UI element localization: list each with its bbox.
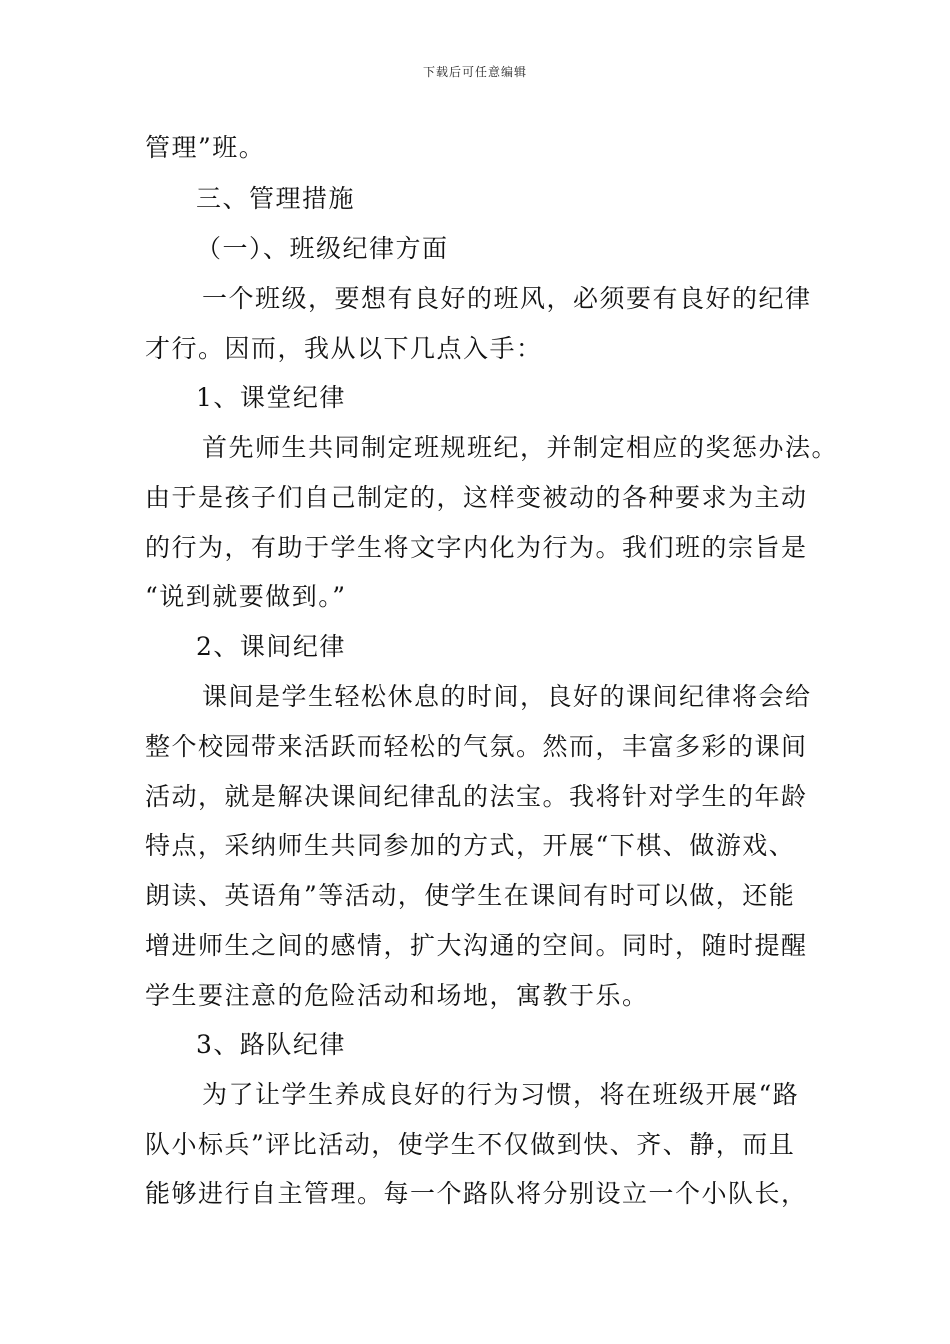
- text-line: 由于是孩子们自己制定的，这样变被动的各种要求为主动: [145, 483, 808, 512]
- text-line: 能够进行自主管理。每一个路队将分别设立一个小队长，: [145, 1179, 808, 1208]
- text-line: 首先师生共同制定班规班纪，并制定相应的奖惩办法。: [202, 433, 839, 462]
- text-line: 特点，采纳师生共同参加的方式，开展“下棋、做游戏、: [145, 831, 796, 860]
- text-line: 为了让学生养成良好的行为习惯，将在班级开展“路: [202, 1080, 800, 1109]
- item-heading: 3、路队纪律: [196, 1030, 346, 1059]
- text-line: “说到就要做到。”: [145, 582, 347, 611]
- page-header: 下载后可任意编辑: [422, 65, 527, 79]
- section-heading: 三、管理措施: [196, 184, 356, 213]
- text-line: 管理”班。: [145, 133, 266, 162]
- text-line: 增进师生之间的感情，扩大沟通的空间。同时，随时提醒: [145, 931, 808, 960]
- text-line: 学生要注意的危险活动和场地，寓教于乐。: [145, 981, 649, 1010]
- text-line: 才行。因而，我从以下几点入手：: [145, 334, 543, 363]
- text-line: 的行为，有助于学生将文字内化为行为。我们班的宗旨是: [145, 533, 808, 562]
- text-line: 活动，就是解决课间纪律乱的法宝。我将针对学生的年龄: [145, 782, 808, 811]
- text-line: 课间是学生轻松休息的时间，良好的课间纪律将会给: [202, 682, 812, 711]
- text-line: 队小标兵”评比活动，使学生不仅做到快、齐、静，而且: [145, 1130, 796, 1159]
- text-line: 一个班级，要想有良好的班风，必须要有良好的纪律: [202, 284, 812, 313]
- item-heading: 1、课堂纪律: [196, 383, 346, 412]
- text-line: 整个校园带来活跃而轻松的气氛。然而，丰富多彩的课间: [145, 732, 808, 761]
- subsection-heading: （一）、班级纪律方面: [196, 234, 449, 263]
- item-heading: 2、课间纪律: [196, 632, 346, 661]
- text-line: 朗读、英语角”等活动，使学生在课间有时可以做，还能: [145, 881, 796, 910]
